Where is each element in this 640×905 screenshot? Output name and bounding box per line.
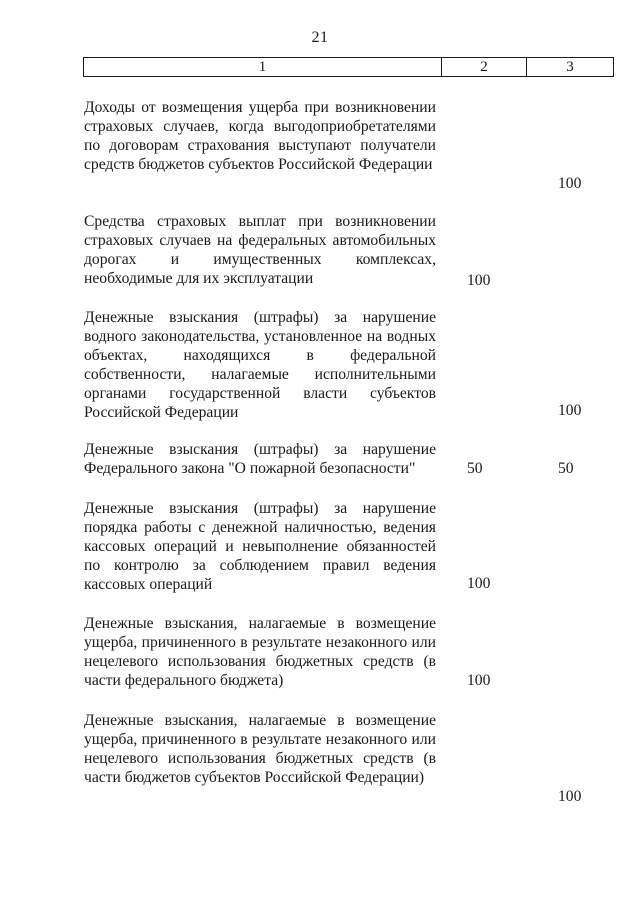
table-row bbox=[84, 614, 604, 690]
table-row bbox=[84, 308, 604, 422]
row-description: Денежные взыскания (штрафы) за нарушение Федерального закона "О пожарной безопасности" bbox=[84, 441, 436, 477]
row-description: Денежные взыскания (штрафы) за нарушение водного законодательства, установленное на водных объектах, находящихся в федеральной собственности, налагаемые исполнительными органами государственной власти субъектов Российской Федерации bbox=[84, 309, 436, 421]
column-header-row bbox=[84, 58, 614, 77]
row-value-col2: 100 bbox=[467, 272, 491, 289]
page-number: 21 bbox=[311, 29, 329, 46]
row-description: Денежные взыскания, налагаемые в возмещение ущерба, причиненного в результате незаконного или нецелевого использования бюджетных средств (в части бюджетов субъектов Российской Федерации) bbox=[84, 712, 436, 786]
column-header-2: 2 bbox=[442, 58, 527, 77]
table-row bbox=[84, 440, 604, 478]
table-row bbox=[84, 711, 604, 805]
table-row bbox=[84, 212, 604, 288]
row-description: Средства страховых выплат при возникновении страховых случаев на федеральных автомобильных дорогах и имущественных комплексах, необходимые для их эксплуатации bbox=[84, 213, 436, 287]
row-description: Денежные взыскания, налагаемые в возмещение ущерба, причиненного в результате незаконного или нецелевого использования бюджетных средств (в части федерального бюджета) bbox=[84, 615, 436, 689]
row-value-col3: 100 bbox=[558, 402, 582, 419]
row-value-col3: 100 bbox=[558, 788, 582, 805]
table-row bbox=[84, 98, 604, 192]
row-description: Денежные взыскания (штрафы) за нарушение порядка работы с денежной наличностью, ведения кассовых операций и невыполнение обязанностей по контролю за соблюдением правил ведения кассовых операций bbox=[84, 500, 436, 593]
column-header-1: 1 bbox=[84, 58, 442, 77]
row-description: Доходы от возмещения ущерба при возникновении страховых случаев, когда выгодоприобретателями по договорам страхования выступают получатели средств бюджетов субъектов Российской Федерации bbox=[84, 99, 436, 173]
column-header-3: 3 bbox=[527, 58, 614, 77]
row-value-col3: 100 bbox=[558, 175, 582, 192]
row-value-col2: 100 bbox=[467, 575, 491, 592]
row-value-col2: 50 bbox=[467, 460, 483, 477]
row-value-col2: 100 bbox=[467, 672, 491, 689]
row-value-col3: 50 bbox=[558, 460, 574, 477]
table-row bbox=[84, 499, 604, 594]
column-header-table bbox=[83, 57, 614, 77]
